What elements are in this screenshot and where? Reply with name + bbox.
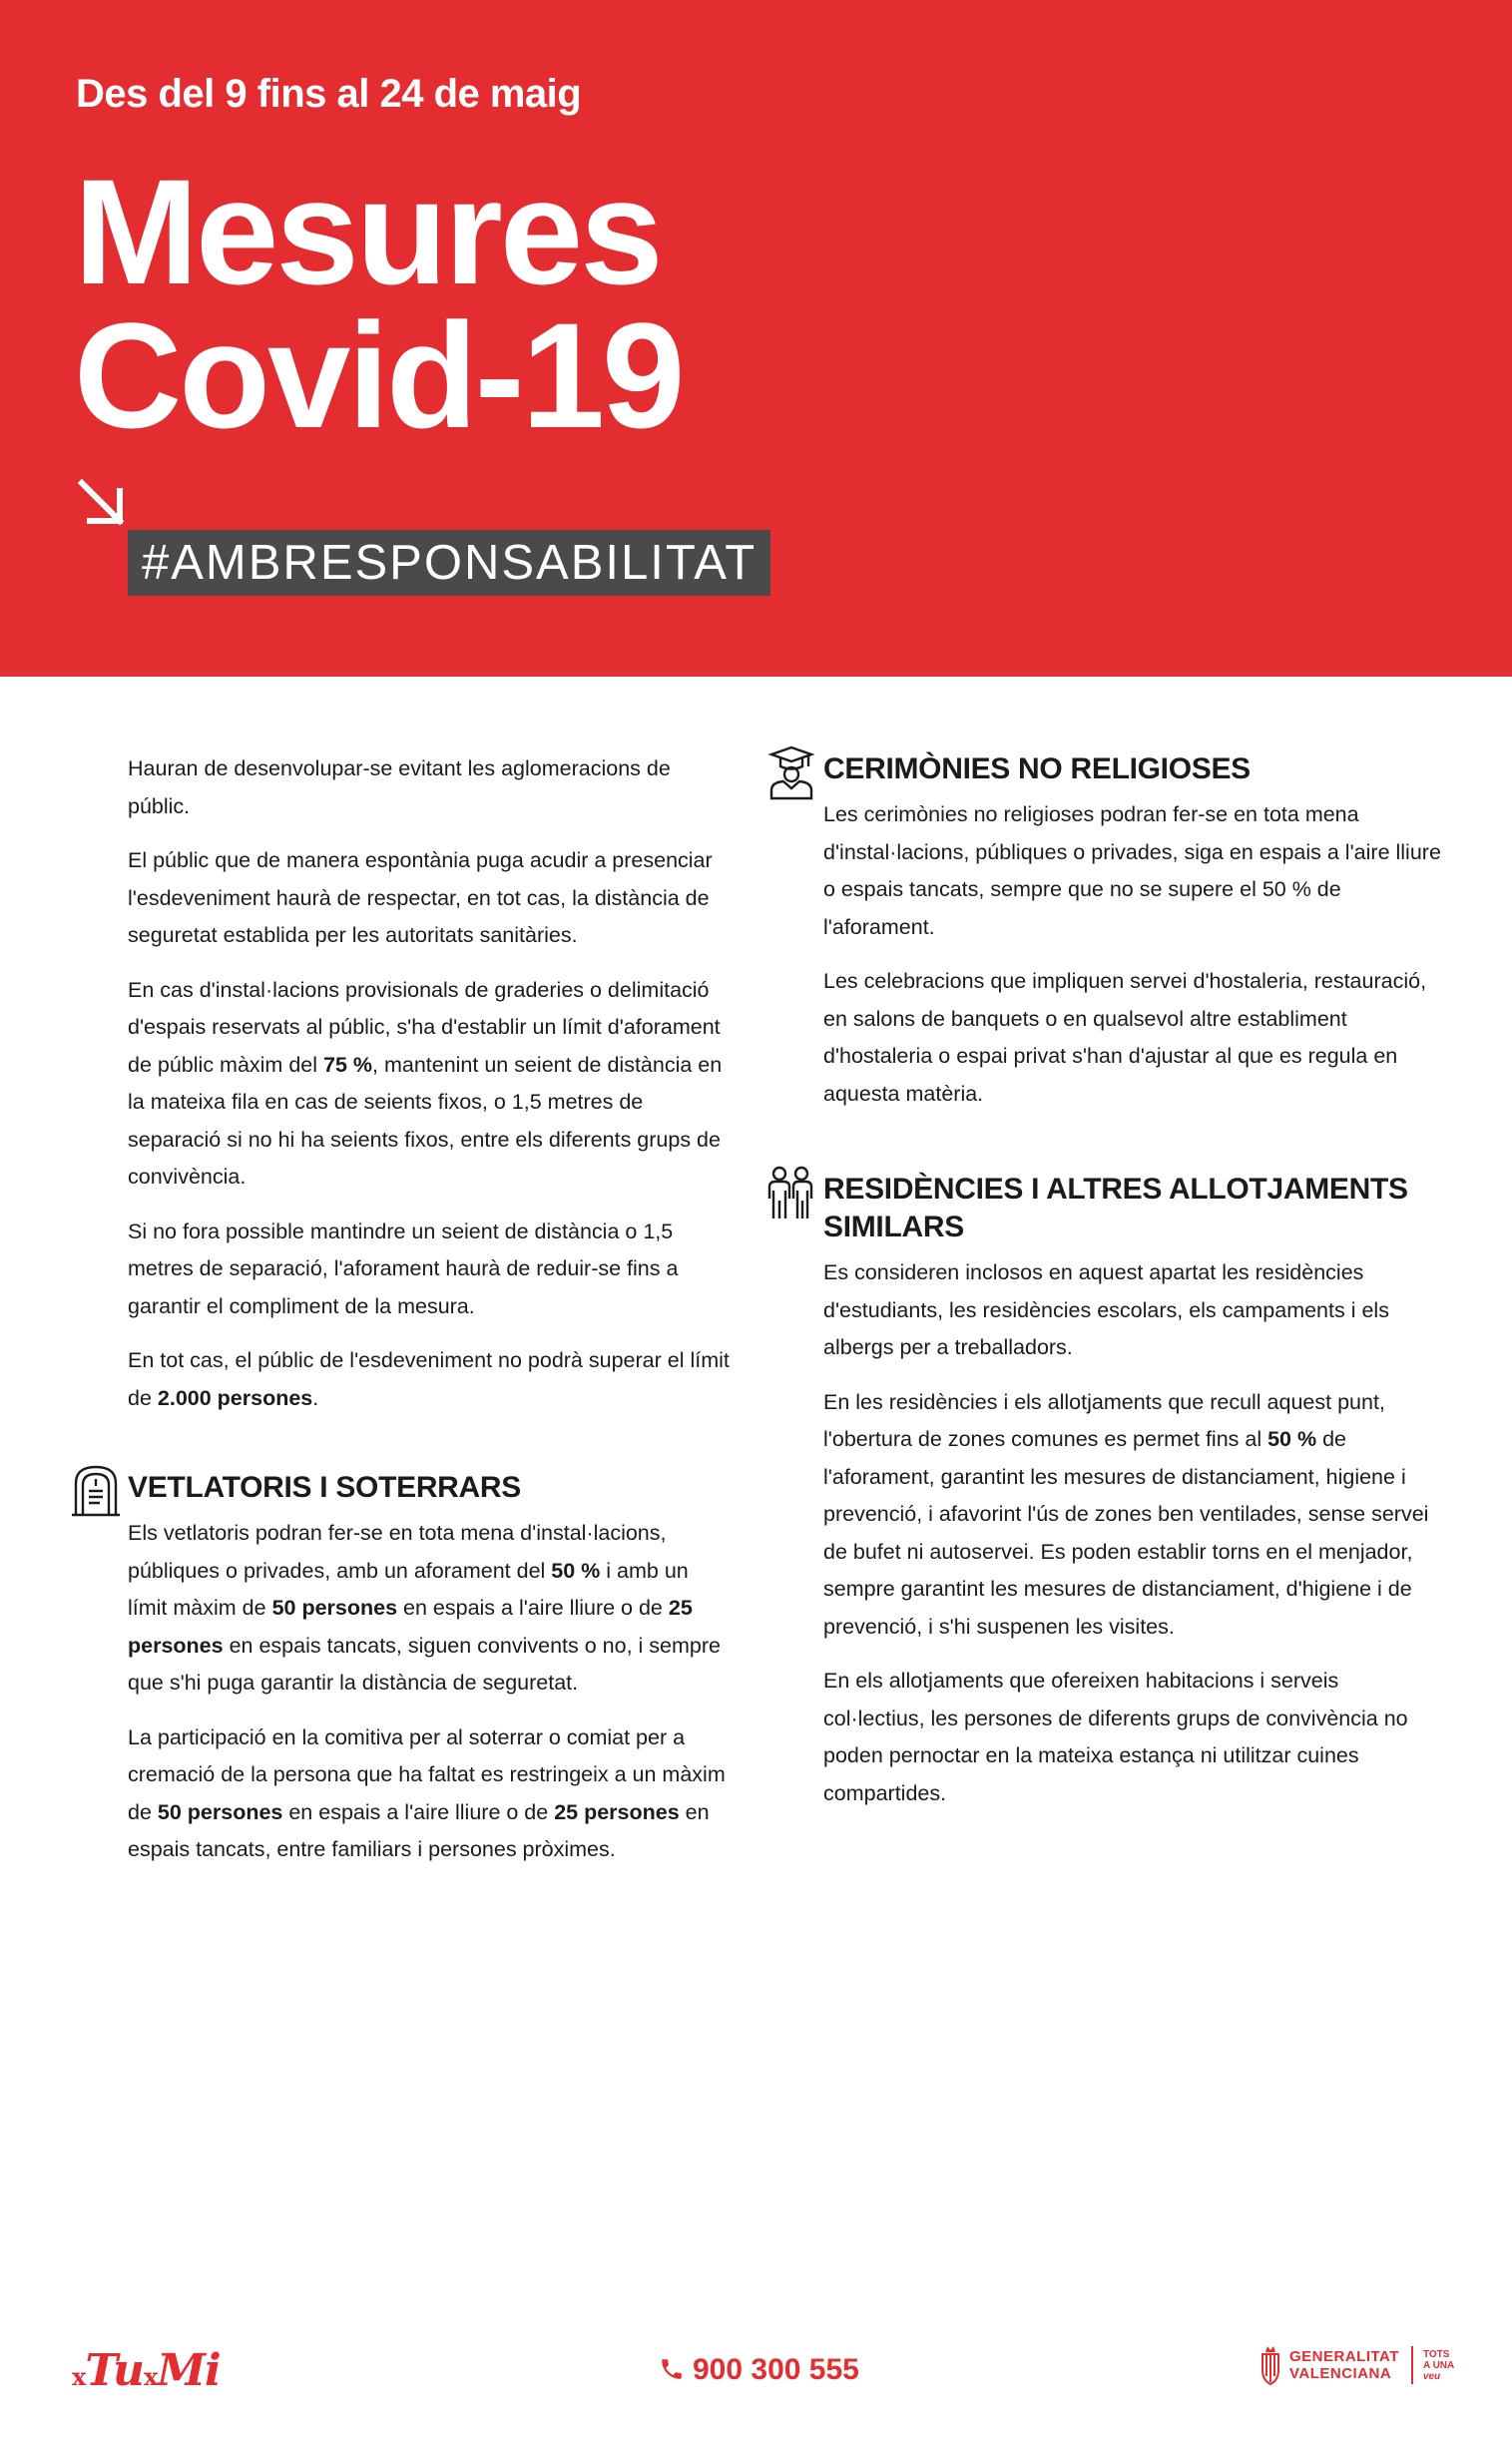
cerimonies-paragraph-2: Les celebracions que impliquen servei d'hostaleria, restauració, en salons de banquets o en qualsevol altre establiment d'hostaleria o espai privat s'han d'ajustar al que es regula en aquesta matèria. [823, 969, 1427, 1106]
phone-icon [659, 2356, 685, 2382]
residencies-paragraph-2: En les residències i els allotjaments que recull aquest punt, l'obertura de zones comunes es permet fins al 50 % de l'aforament, garantint les mesures de distanciament, higiene i prevenció, i afavorint l'ús de zones ben ventilades, sense servei de bufet ni autoservei. Es poden establir torns en el menjador, sempre garantint les mesures de distanciament, d'higiene i de prevenció, i s'hi suspenen les visites. [823, 1389, 1429, 1639]
left-column [128, 750, 732, 1886]
arrow-down-right-icon [76, 477, 128, 529]
tots-a-una-veu-logo: TOTS A UNA veu [1422, 2348, 1455, 2382]
generalitat-valenciana-logo [1260, 2335, 1454, 2395]
section-vetlatoris-header [128, 1469, 732, 1507]
gva-name: GENERALITAT VALENCIANA [1289, 2348, 1399, 2382]
residencies-paragraph-1: Es consideren inclosos en aquest apartat les residències d'estudiants, les residències escolars, els campaments i els albergs per a treballadors. [823, 1260, 1389, 1359]
page-title [74, 148, 683, 459]
section-residencies-header [823, 1171, 1442, 1246]
graduation-cap-icon [765, 744, 817, 800]
section-vetlatoris-title: VETLATORIS I SOTERRARS [128, 1471, 521, 1504]
phone-number[interactable] [659, 2353, 859, 2387]
title-line-1: Mesures [74, 148, 661, 315]
section-cerimonies-header [823, 750, 1442, 788]
tombstone-icon [70, 1463, 122, 1519]
vetlatoris-paragraph-1: Els vetlatoris podran fer-se en tota mena d'instal·lacions, públiques o privades, amb un aforament del 50 % i amb un límit màxim de 50 persones en espais a l'aire lliure o de 25 persones en espais tancats, siguen convivents o no, i sempre que s'hi puga garantir la distància de seguretat. [128, 1521, 721, 1695]
cerimonies-paragraph-1: Les cerimònies no religioses podran fer-se en tota mena d'instal·lacions, públiques o privades, siga en espais a l'aire lliure o espais tancats, sempre que no se supere el 50 % de l'aforament. [823, 802, 1441, 939]
intro-paragraph-2: El públic que de manera espontània puga acudir a presenciar l'esdeveniment haurà de respectar, en tot cas, la distància de seguretat establida per les autoritats sanitàries. [128, 848, 713, 947]
limit-paragraph: En tot cas, el públic de l'esdeveniment no podrà superar el límit de 2.000 persones. [128, 1348, 730, 1410]
xtuxmi-logo: xTuxMi [72, 2345, 221, 2396]
right-column [823, 750, 1442, 1829]
phone-number-text: 900 300 555 [693, 2353, 859, 2386]
section-residencies-title: RESIDÈNCIES I ALTRES ALLOTJAMENTS SIMILARS [823, 1173, 1408, 1243]
vetlatoris-paragraph-2: La participació en la comitiva per al soterrar o comiat per a cremació de la persona que ha faltat es restringeix a un màxim de 50 persones en espais a l'aire lliure o de 25 persones en espais tancats, entre familiars i persones pròximes. [128, 1724, 726, 1861]
gva-shield-icon [1260, 2344, 1281, 2386]
capacity-paragraph: En cas d'instal·lacions provisionals de graderies o delimitació d'espais reservats al públic, s'ha d'establir un límit d'aforament de públic màxim del 75 %, mantenint un seient de distància en la mateixa fila en cas de seients fixos, o 1,5 metres de separació si no hi ha seients fixos, entre els diferents grups de convivència. [128, 977, 723, 1189]
hashtag-badge: #AMBRESPONSABILITAT [128, 530, 770, 596]
title-line-2: Covid-19 [74, 291, 683, 459]
header-banner [0, 0, 1512, 677]
date-range: Des del 9 fins al 24 de maig [76, 72, 582, 116]
residencies-paragraph-3: En els allotjaments que ofereixen habitacions i serveis col·lectius, les persones de diferents grups de convivència no poden pernoctar en la mateixa estança ni utilitzar cuines compartides. [823, 1669, 1408, 1805]
distance-paragraph: Si no fora possible mantindre un seient de distància o 1,5 metres de separació, l'aforament haurà de reduir-se fins a garantir el compliment de la mesura. [128, 1219, 679, 1318]
intro-paragraph-1: Hauran de desenvolupar-se evitant les aglomeracions de públic. [128, 756, 671, 818]
section-cerimonies-title: CERIMÒNIES NO RELIGIOSES [823, 752, 1251, 785]
people-icon [765, 1165, 817, 1221]
